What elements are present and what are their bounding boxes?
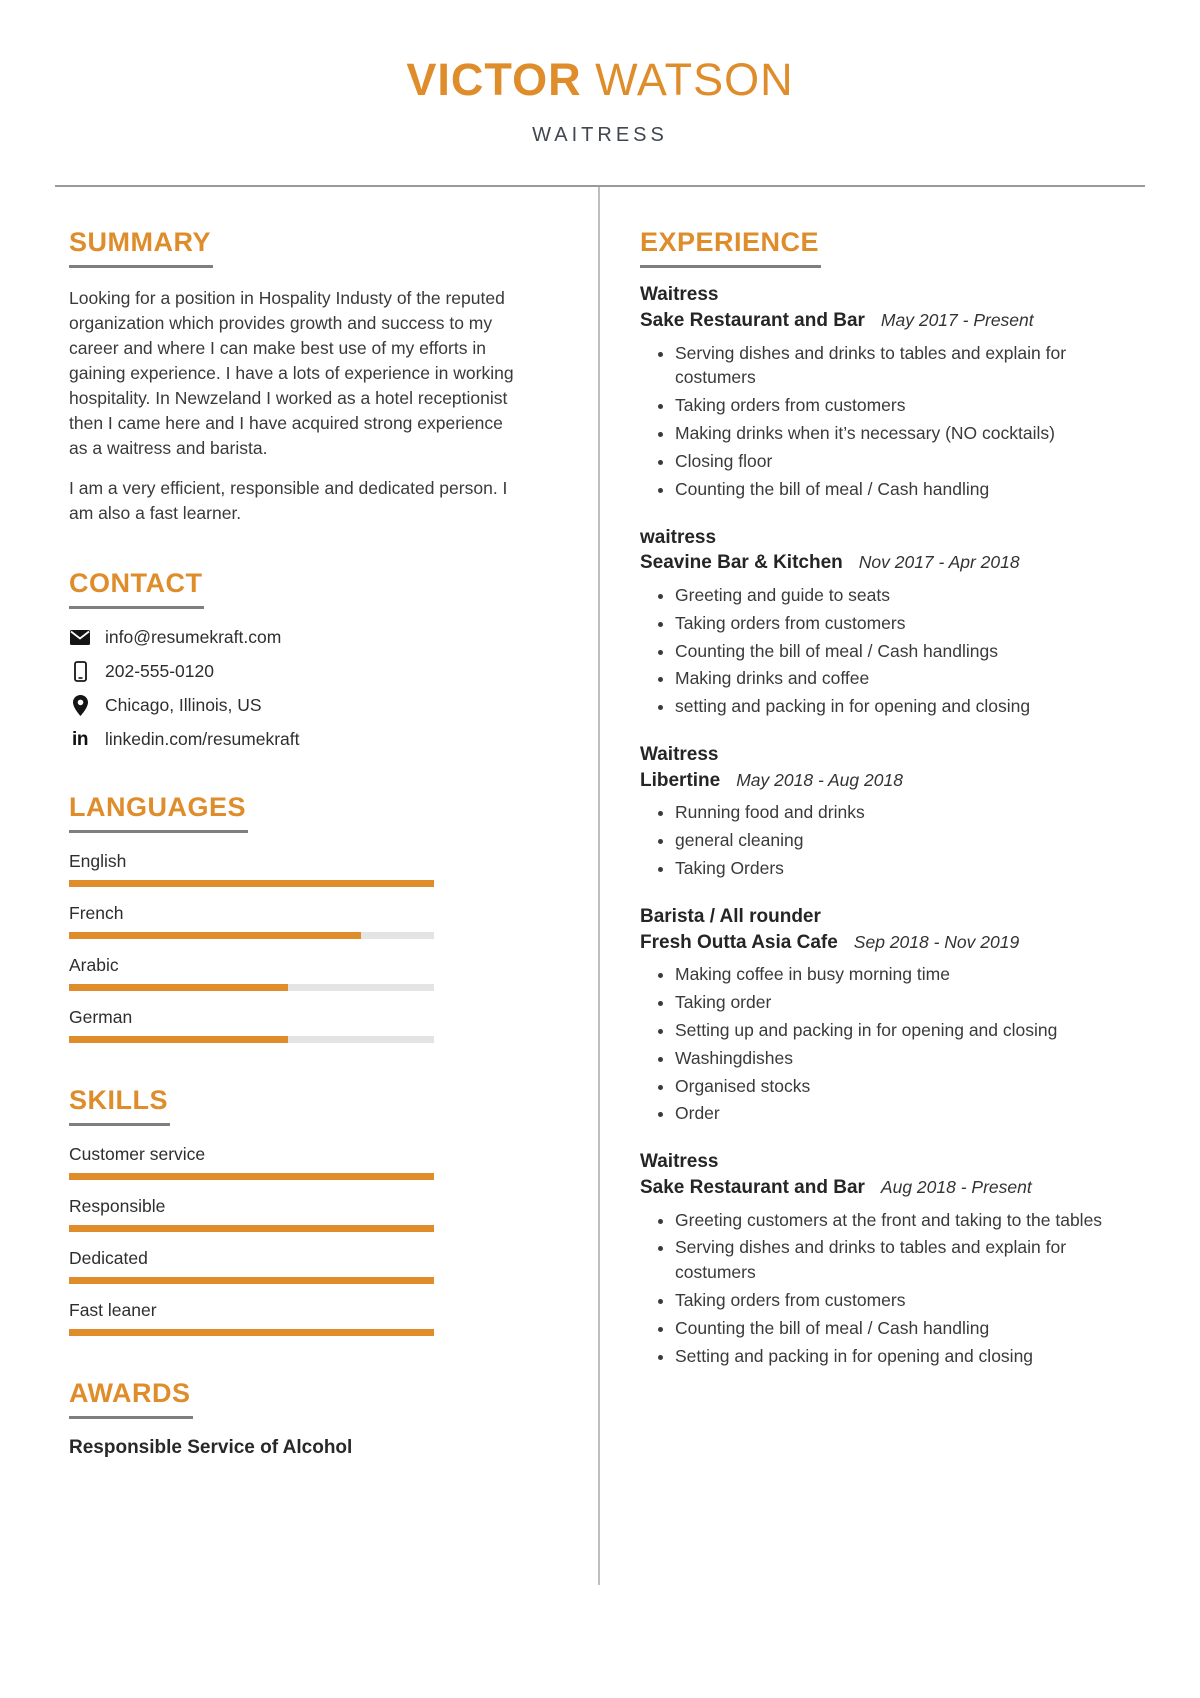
job-duty: • Counting the bill of meal / Cash handling [675,1316,1145,1341]
job-duty: • Making coffee in busy morning time [675,962,1145,987]
languages-section [69,792,524,1043]
job-company: Seavine Bar & Kitchen [640,552,843,574]
skills-list [69,1144,524,1336]
right-column [598,187,1145,1585]
skills-section [69,1085,524,1336]
skill-item [69,1300,524,1336]
job-duty: • Organised stocks [675,1074,1145,1099]
awards-heading: AWARDS [69,1378,193,1419]
job-role: Barista / All rounder [640,905,821,927]
language-item [69,955,524,991]
first-name: VICTOR [406,54,582,105]
job-duties [640,800,1145,881]
language-level-bar [69,880,434,887]
awards-list [69,1437,524,1459]
job-duty: • Taking order [675,990,1145,1015]
left-column [55,187,598,1585]
job-duty: • Making drinks and coffee [675,666,1145,691]
skill-level-fill [69,1173,434,1180]
linkedin-icon: in [72,729,88,751]
candidate-job-title: WAITRESS [532,124,668,147]
language-label: Arabic [69,955,119,976]
job-entry [640,1149,1145,1368]
contact-linkedin-row [69,729,524,750]
job-duty: • Counting the bill of meal / Cash handling [675,477,1145,502]
contact-linkedin-text: linkedin.com/resumekraft [105,729,300,750]
job-company-line [640,930,1145,956]
job-entry [640,742,1145,881]
job-company-line [640,550,1145,576]
job-company-line [640,768,1145,794]
job-duty: • Taking orders from customers [675,611,1145,636]
job-duty: • Taking orders from customers [675,1288,1145,1313]
language-level-bar [69,984,434,991]
language-item [69,1007,524,1043]
job-role: Waitress [640,284,719,306]
job-role: Waitress [640,1151,719,1173]
job-duty: • Counting the bill of meal / Cash handlings [675,639,1145,664]
skill-label: Customer service [69,1144,206,1165]
language-level-bar [69,1036,434,1043]
experience-heading: EXPERIENCE [640,227,821,268]
job-duties [640,1208,1145,1369]
job-dates: Nov 2017 - Apr 2018 [858,552,1020,573]
job-duties [640,583,1145,719]
language-level-fill [69,1036,288,1043]
phone-icon [69,661,91,682]
job-duties [640,962,1145,1126]
language-level-fill [69,932,361,939]
job-duty: • Greeting and guide to seats [675,583,1145,608]
contact-location-text: Chicago, Illinois, US [105,695,262,716]
skill-level-fill [69,1277,434,1284]
contact-email-text: info@resumekraft.com [105,627,282,648]
job-company: Sake Restaurant and Bar [640,309,865,331]
language-label: French [69,903,124,924]
job-dates: Sep 2018 - Nov 2019 [853,931,1020,952]
contact-phone-row [69,661,524,682]
job-entry [640,282,1145,501]
job-duty: • Making drinks when it’s necessary (NO cocktails) [675,421,1145,446]
skill-level-bar [69,1329,434,1336]
skill-level-fill [69,1225,434,1232]
job-role: waitress [640,526,717,548]
experience-section [640,227,1145,1368]
languages-heading: LANGUAGES [69,792,248,833]
skill-label: Dedicated [69,1248,148,1269]
job-duty: • general cleaning [675,828,1145,853]
skill-level-fill [69,1329,434,1336]
job-duty: • Serving dishes and drinks to tables and explain for costumers [675,1235,1145,1285]
job-company-line [640,1175,1145,1201]
job-role: Waitress [640,744,719,766]
skill-level-bar [69,1277,434,1284]
job-duty: • Setting and packing in for opening and closing [675,1344,1145,1369]
job-duty: • Order [675,1101,1145,1126]
skill-item [69,1196,524,1232]
summary-paragraph: I am a very efficient, responsible and dedicated person. I am also a fast learner. [69,478,508,524]
job-entry [640,904,1145,1126]
job-duty: • Washingdishes [675,1046,1145,1071]
award-item: Responsible Service of Alcohol [69,1437,353,1459]
content-columns [55,187,1145,1585]
skill-item [69,1144,524,1180]
contact-phone-text: 202-555-0120 [105,661,214,682]
job-duty: • Running food and drinks [675,800,1145,825]
skill-label: Fast leaner [69,1300,157,1321]
language-level-fill [69,880,434,887]
job-duty: • Closing floor [675,449,1145,474]
job-duty: • Taking orders from customers [675,393,1145,418]
summary-paragraph: Looking for a position in Hospality Industy of the reputed organization which provides growth and success to my career and where I can make best use of my efforts in gaining experience. I have a lots of experience in working hospitality. In Newzeland I worked as a hotel receptionist then I came here and I have acquired strong experience as a waitress and barista. [69,288,514,459]
skill-label: Responsible [69,1196,166,1217]
header [55,0,1145,147]
email-icon [69,630,91,645]
summary-heading: SUMMARY [69,227,213,268]
language-item [69,851,524,887]
job-dates: May 2018 - Aug 2018 [736,769,903,790]
language-label: German [69,1007,133,1028]
contact-section [69,568,524,750]
experience-list [640,282,1145,1368]
skill-item [69,1248,524,1284]
contact-location-row [69,695,524,716]
summary-body [69,286,524,526]
language-level-fill [69,984,288,991]
candidate-name [55,56,1145,103]
skill-level-bar [69,1173,434,1180]
contact-email-row [69,627,524,648]
awards-section [69,1378,524,1459]
job-company: Libertine [640,769,721,791]
job-duty: • setting and packing in for opening and closing [675,694,1145,719]
job-dates: May 2017 - Present [880,309,1034,330]
contact-heading: CONTACT [69,568,204,609]
job-company: Fresh Outta Asia Cafe [640,931,838,953]
last-name: WATSON [595,54,794,105]
job-entry [640,525,1145,720]
language-item [69,903,524,939]
location-icon [69,695,91,716]
skill-level-bar [69,1225,434,1232]
job-duty: • Setting up and packing in for opening and closing [675,1018,1145,1043]
job-dates: Aug 2018 - Present [880,1176,1032,1197]
job-duty: • Serving dishes and drinks to tables and explain for costumers [675,341,1145,391]
language-label: English [69,851,127,872]
job-duties [640,341,1145,502]
job-duty: • Greeting customers at the front and taking to the tables [675,1208,1145,1233]
language-level-bar [69,932,434,939]
job-company: Sake Restaurant and Bar [640,1176,865,1198]
languages-list [69,851,524,1043]
job-duty: • Taking Orders [675,856,1145,881]
summary-section [69,227,524,526]
skills-heading: SKILLS [69,1085,170,1126]
job-company-line [640,308,1145,334]
